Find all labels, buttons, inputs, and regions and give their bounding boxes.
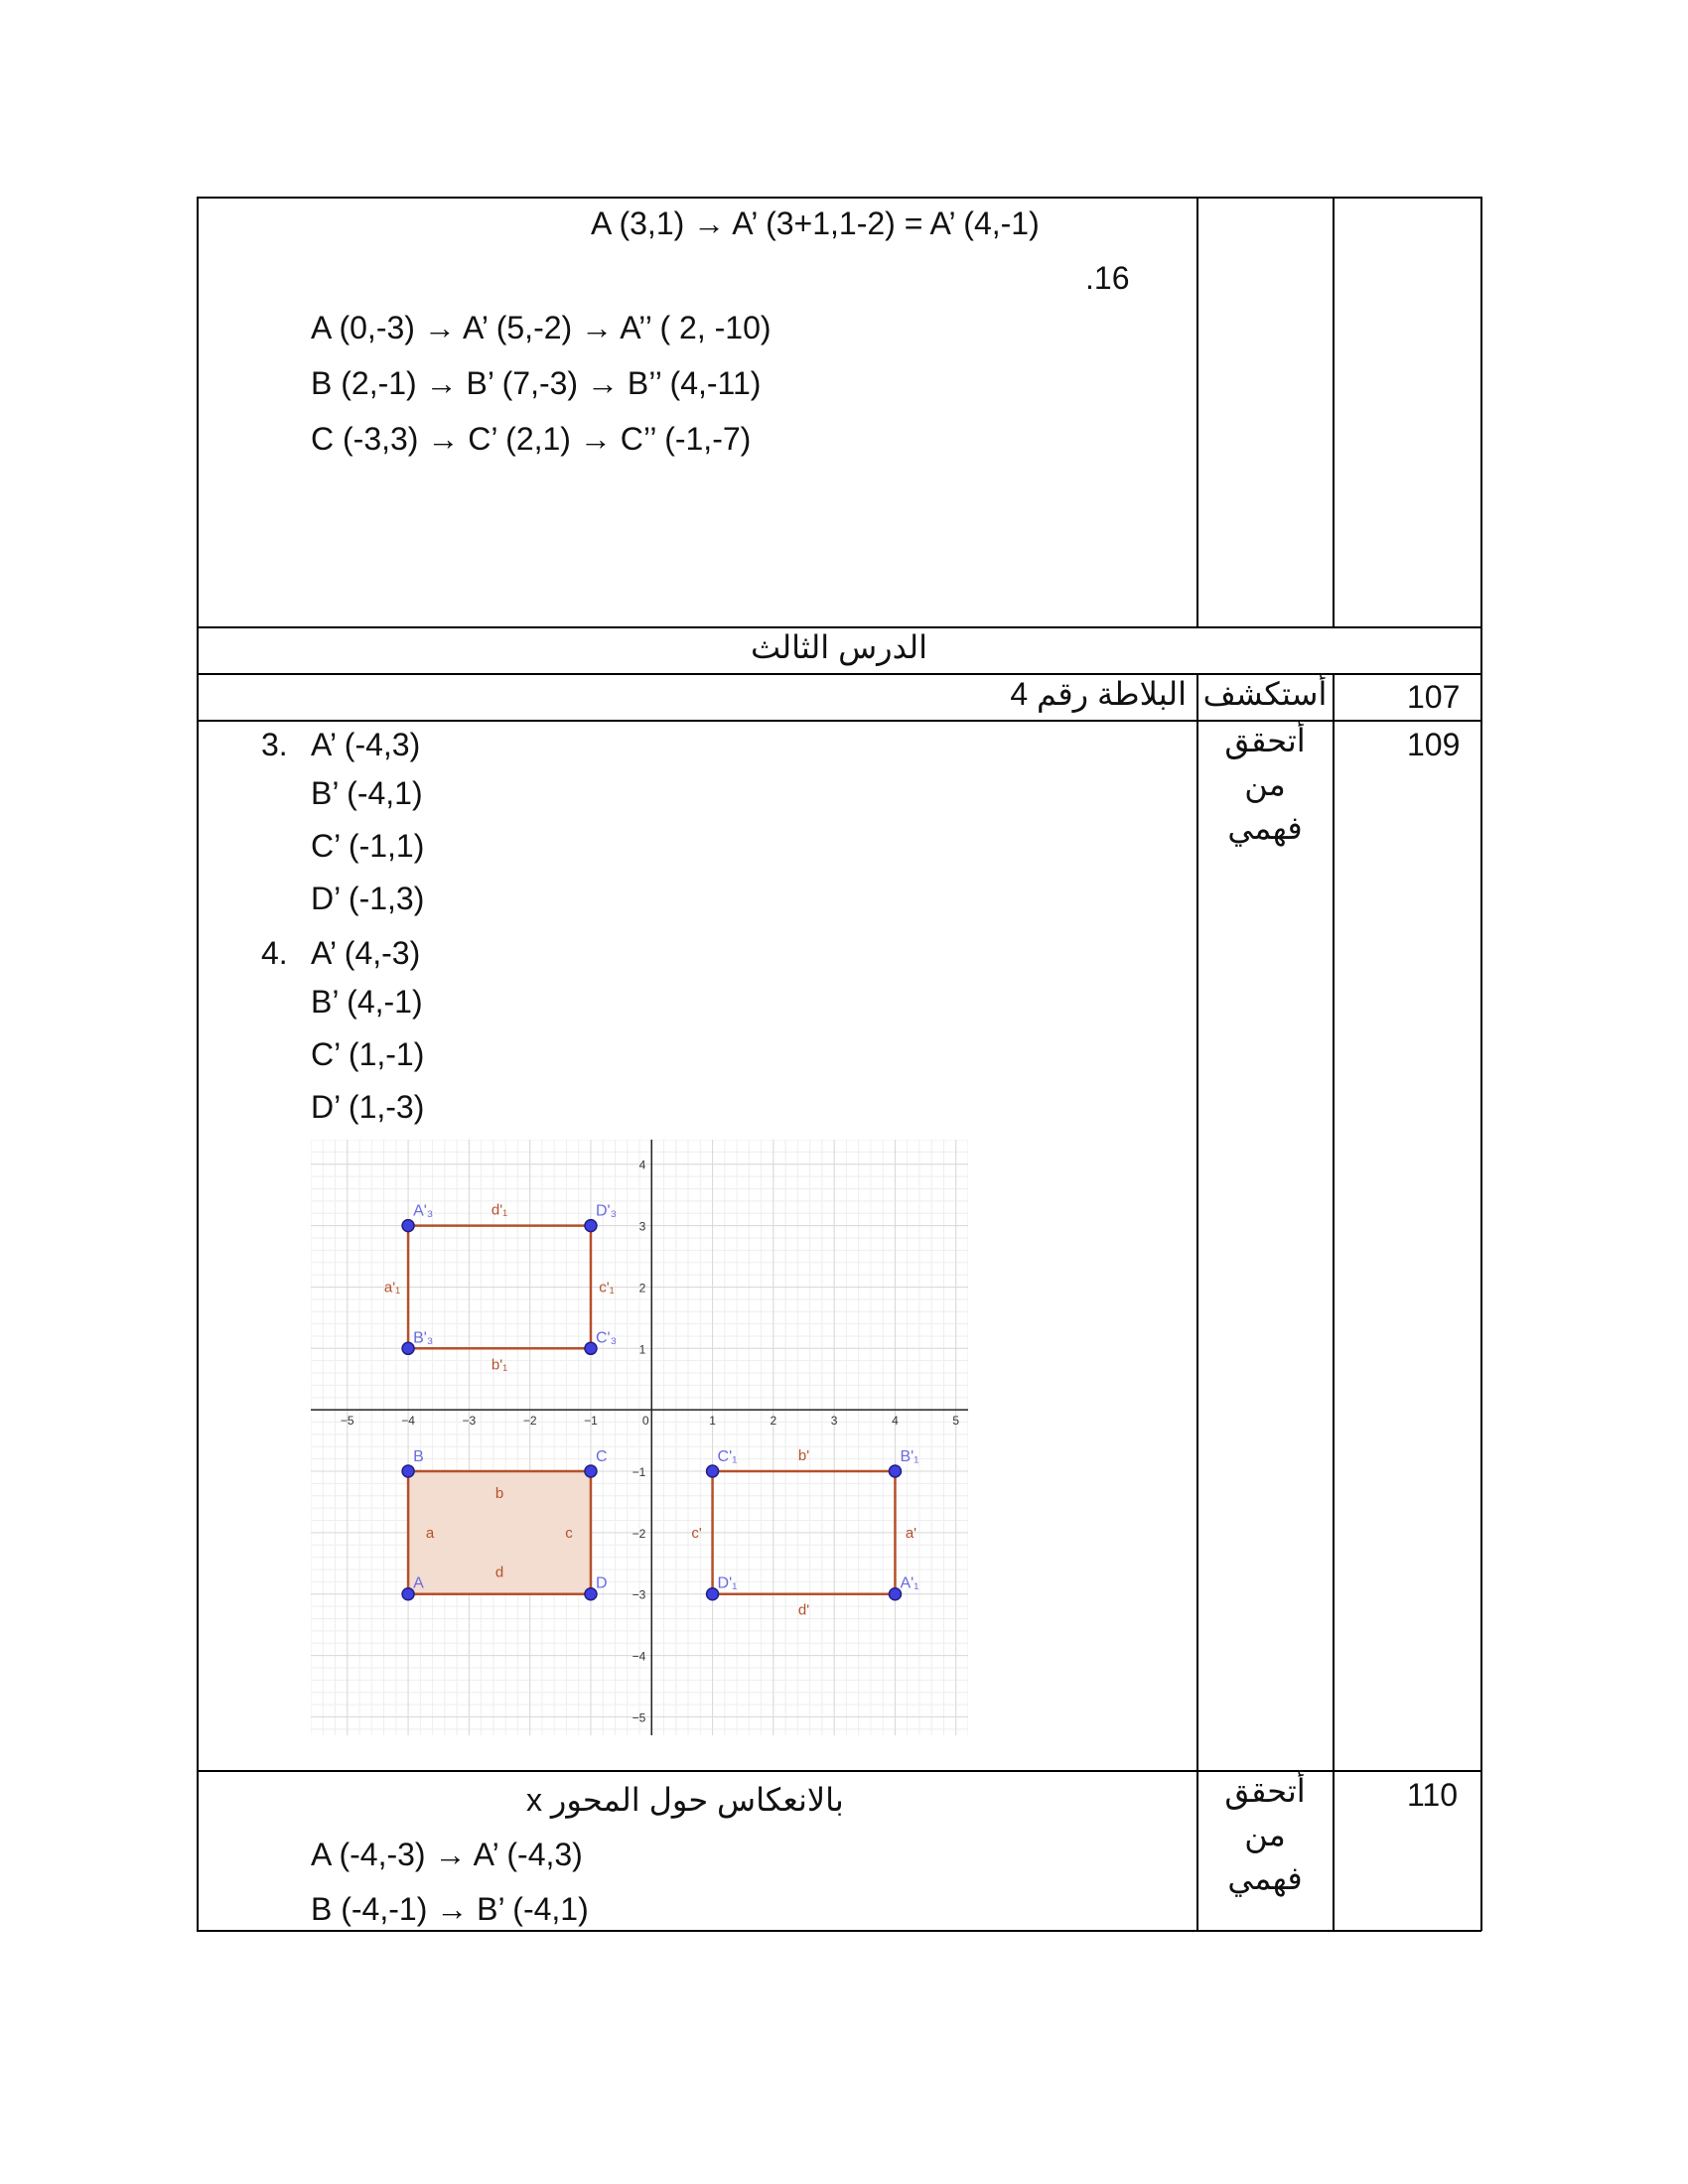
edge-label: b bbox=[494, 1485, 504, 1503]
vertex-label: D bbox=[595, 1574, 608, 1592]
activity-type: أتحقق bbox=[1224, 1773, 1306, 1809]
page-number: 109 bbox=[1407, 727, 1461, 762]
x-tick-label: −2 bbox=[522, 1414, 537, 1429]
answer-line: D’ (1,-3) bbox=[311, 1089, 425, 1125]
x-tick-label: 4 bbox=[892, 1414, 899, 1429]
vertex-point bbox=[889, 1465, 901, 1477]
vertex-label: C'₁ bbox=[717, 1448, 738, 1466]
answer-line: B (-4,-1) → B’ (-4,1) bbox=[311, 1891, 589, 1927]
answer-line: A (-4,-3) → A’ (-4,3) bbox=[311, 1837, 583, 1872]
activity-type: أستكشف bbox=[1202, 676, 1328, 712]
vertex-label: D'₁ bbox=[717, 1574, 738, 1592]
y-tick-label: −2 bbox=[632, 1526, 646, 1541]
activity-type: أتحقق bbox=[1224, 723, 1306, 758]
vertex-point bbox=[585, 1465, 597, 1477]
vertex-label: D'₃ bbox=[595, 1202, 618, 1220]
x-tick-label: 5 bbox=[952, 1414, 960, 1429]
vertex-point bbox=[402, 1220, 414, 1232]
vertex-label: B'₃ bbox=[413, 1329, 434, 1347]
page-number: 110 bbox=[1407, 1777, 1459, 1813]
x-tick-label: −1 bbox=[584, 1414, 598, 1429]
edge-label: b'₁ bbox=[491, 1356, 508, 1374]
translation-example: A (3,1) → A’ (3+1,1-2) = A’ (4,-1) bbox=[591, 205, 1040, 241]
vertex-label: C bbox=[595, 1448, 608, 1466]
answer-line: C (-3,3) → C’ (2,1) → C’’ (-1,-7) bbox=[311, 421, 752, 457]
table-col-divider bbox=[1196, 673, 1198, 1931]
edge-label: c' bbox=[691, 1524, 702, 1542]
question-number-4: 4. bbox=[261, 935, 288, 971]
vertex-point bbox=[585, 1220, 597, 1232]
edge-label: d'₁ bbox=[491, 1201, 508, 1219]
x-tick-label: −3 bbox=[462, 1414, 477, 1429]
answer-line: B’ (-4,1) bbox=[311, 775, 423, 811]
activity-content: البلاطة رقم 4 bbox=[1010, 676, 1187, 712]
x-tick-label: −5 bbox=[340, 1414, 354, 1429]
activity-type: فهمي bbox=[1227, 810, 1303, 846]
edge-label: a bbox=[425, 1524, 435, 1542]
edge-label: a'₁ bbox=[383, 1279, 401, 1297]
table-right-border bbox=[1480, 197, 1482, 1931]
y-tick-label: 3 bbox=[638, 1219, 646, 1234]
answer-line: B’ (4,-1) bbox=[311, 984, 423, 1020]
vertex-label: C'₃ bbox=[595, 1329, 618, 1347]
x-tick-label: 0 bbox=[641, 1414, 649, 1429]
vertex-label: A bbox=[413, 1574, 424, 1592]
answer-line: A’ (4,-3) bbox=[311, 935, 421, 971]
table-top-border bbox=[197, 197, 1481, 199]
activity-type: فهمي bbox=[1227, 1860, 1303, 1896]
y-tick-label: 1 bbox=[638, 1342, 646, 1357]
answer-line: C’ (1,-1) bbox=[311, 1036, 425, 1072]
answer-line: B (2,-1) → B’ (7,-3) → B’’ (4,-11) bbox=[311, 365, 762, 401]
answer-line: A (0,-3) → A’ (5,-2) → A’’ ( 2, -10) bbox=[311, 310, 772, 345]
y-tick-label: 4 bbox=[638, 1158, 646, 1172]
answer-line: D’ (-1,3) bbox=[311, 881, 425, 916]
question-number-3: 3. bbox=[261, 727, 288, 762]
vertex-point bbox=[707, 1465, 719, 1477]
edge-label: c'₁ bbox=[599, 1279, 615, 1297]
coordinate-graph bbox=[311, 1140, 968, 1735]
lesson-header: الدرس الثالث bbox=[750, 629, 928, 665]
table-col-divider bbox=[1333, 673, 1335, 1931]
table-bottom-border bbox=[197, 1930, 1481, 1932]
question-number-16: .16 bbox=[1085, 260, 1130, 296]
answer-line: C’ (-1,1) bbox=[311, 828, 425, 864]
y-tick-label: −1 bbox=[632, 1465, 646, 1480]
table-col-divider bbox=[1196, 197, 1198, 627]
edge-label: a' bbox=[905, 1524, 917, 1542]
vertex-label: A'₁ bbox=[900, 1574, 919, 1592]
x-tick-label: 1 bbox=[709, 1414, 716, 1429]
y-tick-label: −4 bbox=[632, 1649, 646, 1664]
y-tick-label: 2 bbox=[638, 1281, 646, 1296]
answer-line: A’ (-4,3) bbox=[311, 727, 421, 762]
edge-label: c bbox=[565, 1524, 573, 1542]
y-tick-label: −3 bbox=[632, 1587, 646, 1602]
edge-label: d bbox=[494, 1564, 504, 1581]
vertex-point bbox=[402, 1465, 414, 1477]
reflection-heading: بالانعكاس حول المحور x bbox=[526, 1782, 844, 1818]
vertex-label: A'₃ bbox=[413, 1202, 434, 1220]
table-left-border bbox=[197, 197, 199, 1931]
page-number: 107 bbox=[1407, 679, 1461, 715]
activity-type: من bbox=[1244, 1817, 1286, 1852]
vertex-label: B bbox=[413, 1448, 424, 1466]
y-tick-label: −5 bbox=[632, 1710, 646, 1725]
vertex-label: B'₁ bbox=[900, 1448, 919, 1466]
x-tick-label: −4 bbox=[401, 1414, 415, 1429]
activity-type: من bbox=[1244, 766, 1286, 802]
x-tick-label: 3 bbox=[830, 1414, 838, 1429]
edge-label: b' bbox=[797, 1447, 810, 1465]
edge-label: d' bbox=[797, 1601, 810, 1619]
x-tick-label: 2 bbox=[770, 1414, 777, 1429]
table-col-divider bbox=[1333, 197, 1335, 627]
